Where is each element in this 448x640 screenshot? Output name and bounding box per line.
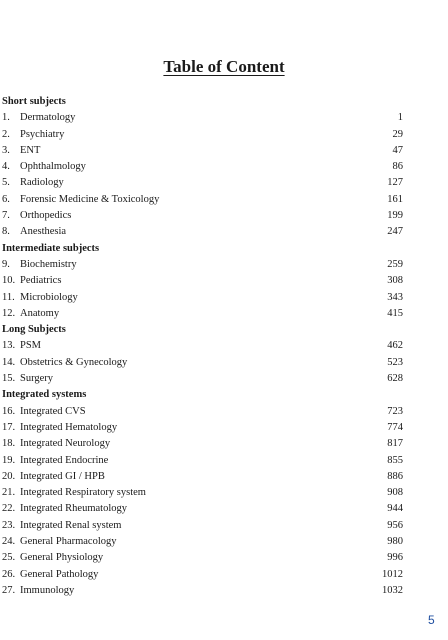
toc-entry[interactable] xyxy=(2,208,403,224)
toc-entry-number: 18. xyxy=(2,438,16,450)
toc-entry-left xyxy=(2,208,71,224)
toc-entry[interactable] xyxy=(2,420,403,436)
toc-entry-left xyxy=(2,143,40,159)
toc-entry-page: 308 xyxy=(387,275,403,287)
toc-entry-label: Integrated Respiratory system xyxy=(20,487,146,499)
toc-entry[interactable] xyxy=(2,485,403,501)
toc-entry-label: Anatomy xyxy=(20,307,60,319)
toc-entry-page: 127 xyxy=(387,177,403,189)
toc-entry-number: 26. xyxy=(2,568,16,580)
toc-entry[interactable] xyxy=(2,224,403,240)
toc-entry[interactable] xyxy=(2,159,403,175)
toc-entry-page: 886 xyxy=(387,470,403,482)
toc-entry-page: 980 xyxy=(387,536,403,548)
toc-entry-label: General Physiology xyxy=(20,552,104,564)
toc-entry-left xyxy=(2,420,117,436)
toc-entry-label: General Pathology xyxy=(20,568,99,580)
toc-entry[interactable] xyxy=(2,127,403,143)
toc-entry[interactable] xyxy=(2,436,403,452)
section-heading: Short subjects xyxy=(2,96,66,107)
toc-entry-label: Integrated Neurology xyxy=(20,438,111,450)
toc-entry[interactable] xyxy=(2,257,403,273)
toc-entry-number: 25. xyxy=(2,552,16,564)
toc-entry-page: 908 xyxy=(387,487,403,499)
toc-entry[interactable] xyxy=(2,453,403,469)
toc-entry-number: 4. xyxy=(2,161,10,173)
toc-entry-label: Dermatology xyxy=(20,112,76,124)
toc-entry-label: Biochemistry xyxy=(20,258,77,270)
toc-entry-number: 2. xyxy=(2,128,10,140)
toc-entry-label: Microbiology xyxy=(20,291,78,303)
toc-entry-number: 17. xyxy=(2,421,16,433)
toc-entry-left xyxy=(2,273,61,289)
toc-entry-left xyxy=(2,257,77,273)
section-heading: Integrated systems xyxy=(2,389,87,401)
toc-entry-label: Ophthalmology xyxy=(20,161,86,173)
toc-entry-label: Integrated GI / HPB xyxy=(20,470,105,482)
toc-entry[interactable] xyxy=(2,550,403,566)
toc-entry-left xyxy=(2,567,98,583)
toc-entry-page: 523 xyxy=(387,356,403,368)
toc-entry-left xyxy=(2,355,127,371)
toc-entry-label: Integrated Endocrine xyxy=(20,454,109,466)
toc-entry[interactable] xyxy=(2,583,403,599)
toc-entry-label: Psychiatry xyxy=(20,128,65,140)
toc-entry[interactable] xyxy=(2,306,403,322)
page-number: 5 xyxy=(428,613,435,627)
toc-entry-left xyxy=(2,501,127,517)
toc-entry-label: Surgery xyxy=(20,373,54,385)
toc-entry[interactable] xyxy=(2,110,403,126)
toc-entry-number: 22. xyxy=(2,503,16,515)
toc-entry-page: 161 xyxy=(387,193,403,205)
toc-entry-page: 1032 xyxy=(382,584,403,596)
toc-entry-page: 817 xyxy=(387,438,403,450)
toc-entry-label: ENT xyxy=(20,144,41,156)
toc-entry[interactable] xyxy=(2,273,403,289)
toc-entry[interactable] xyxy=(2,175,403,191)
toc-entry-left xyxy=(2,485,146,501)
toc-entry-label: Integrated Renal system xyxy=(20,519,122,531)
toc-entry-page: 996 xyxy=(387,552,403,564)
toc-entry-left xyxy=(2,583,74,599)
toc-entry-number: 19. xyxy=(2,454,16,466)
section-heading: Intermediate subjects xyxy=(2,242,100,254)
toc-entry-number: 9. xyxy=(2,258,10,270)
toc-entry[interactable] xyxy=(2,143,403,159)
toc-entry-page: 86 xyxy=(392,161,403,173)
toc-entry-number: 6. xyxy=(2,193,10,205)
toc-entry-left xyxy=(2,371,53,387)
toc-entry[interactable] xyxy=(2,404,403,420)
toc-entry-page: 259 xyxy=(387,258,403,270)
toc-entry[interactable] xyxy=(2,192,403,208)
toc-entry-left xyxy=(2,192,159,208)
toc-entry-page: 956 xyxy=(387,519,403,531)
toc-entry-number: 16. xyxy=(2,405,16,417)
toc-entry-label: PSM xyxy=(20,340,42,352)
toc-entry-number: 11. xyxy=(2,291,15,303)
toc-entry-number: 23. xyxy=(2,519,16,531)
page-title: Table of Content xyxy=(163,57,285,76)
toc-entry-number: 7. xyxy=(2,210,10,222)
toc-entry-page: 199 xyxy=(387,210,403,222)
toc-entry-page: 415 xyxy=(387,307,403,319)
toc-entry-page: 855 xyxy=(387,454,403,466)
toc-entry-page: 1 xyxy=(397,112,403,124)
toc-entry[interactable] xyxy=(2,518,403,534)
toc-entry-left xyxy=(2,110,75,126)
table-of-contents xyxy=(2,94,403,599)
toc-entry-label: Integrated Hematology xyxy=(20,421,118,433)
toc-entry-page: 1012 xyxy=(382,568,403,580)
toc-entry-number: 8. xyxy=(2,226,10,238)
toc-entry-number: 27. xyxy=(2,584,16,596)
toc-entry-number: 12. xyxy=(2,307,16,319)
toc-entry-page: 462 xyxy=(387,340,403,352)
toc-entry-number: 1. xyxy=(2,112,10,124)
toc-entry[interactable] xyxy=(2,534,403,550)
toc-entry-label: Pediatrics xyxy=(20,275,62,287)
toc-entry[interactable] xyxy=(2,469,403,485)
toc-entry-label: Integrated CVS xyxy=(20,405,86,417)
toc-entry-label: Radiology xyxy=(20,177,64,189)
toc-entry[interactable] xyxy=(2,567,403,583)
toc-entry-left xyxy=(2,518,121,534)
toc-entry-label: Forensic Medicine & Toxicology xyxy=(20,193,160,205)
toc-entry-page: 628 xyxy=(387,373,403,385)
toc-entry[interactable] xyxy=(2,290,403,306)
toc-entry-page: 723 xyxy=(387,405,403,417)
toc-entry-number: 5. xyxy=(2,177,10,189)
toc-entry-page: 29 xyxy=(392,128,403,140)
section-heading: Long Subjects xyxy=(2,324,66,336)
toc-entry-left xyxy=(2,469,105,485)
toc-entry-left xyxy=(2,404,86,420)
toc-entry-number: 24. xyxy=(2,536,16,548)
toc-entry-label: Orthopedics xyxy=(20,210,72,222)
toc-entry-left xyxy=(2,550,103,566)
toc-entry-left xyxy=(2,306,59,322)
toc-entry-page: 47 xyxy=(392,144,403,156)
toc-entry[interactable] xyxy=(2,355,403,371)
toc-entry[interactable] xyxy=(2,501,403,517)
toc-entry-page: 944 xyxy=(387,503,403,515)
toc-entry-label: General Pharmacology xyxy=(20,536,117,548)
toc-entry-page: 247 xyxy=(387,226,403,238)
toc-entry-number: 20. xyxy=(2,470,16,482)
toc-entry-label: Anesthesia xyxy=(20,226,67,238)
toc-entry[interactable] xyxy=(2,371,403,387)
toc-entry-left xyxy=(2,175,64,191)
toc-entry-number: 3. xyxy=(2,144,10,156)
toc-entry-left xyxy=(2,159,86,175)
toc-entry-number: 14. xyxy=(2,356,16,368)
toc-entry-page: 343 xyxy=(387,291,403,303)
toc-entry-left xyxy=(2,290,78,306)
toc-entry-number: 13. xyxy=(2,340,16,352)
toc-entry-left xyxy=(2,534,117,550)
toc-entry-label: Integrated Rheumatology xyxy=(20,503,128,515)
toc-entry[interactable] xyxy=(2,338,403,354)
toc-entry-number: 21. xyxy=(2,487,16,499)
toc-entry-number: 15. xyxy=(2,373,16,385)
toc-entry-left xyxy=(2,436,110,452)
toc-entry-number: 10. xyxy=(2,275,16,287)
toc-entry-left xyxy=(2,338,41,354)
toc-entry-left xyxy=(2,127,64,143)
toc-entry-label: Immunology xyxy=(20,584,75,596)
toc-entry-page: 774 xyxy=(387,421,403,433)
toc-entry-left xyxy=(2,453,108,469)
toc-entry-left xyxy=(2,224,66,240)
toc-entry-label: Obstetrics & Gynecology xyxy=(20,356,128,368)
